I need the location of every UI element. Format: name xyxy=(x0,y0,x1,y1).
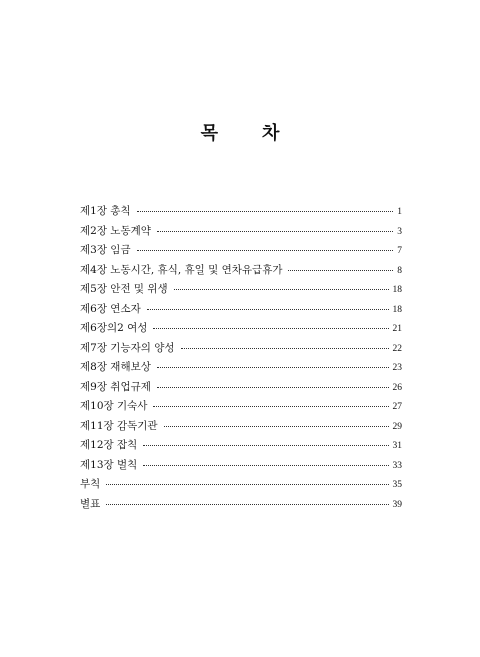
toc-dot-leader xyxy=(143,465,388,466)
toc-dot-leader xyxy=(106,484,388,485)
toc-entry-page-number: 18 xyxy=(392,285,402,295)
toc-dot-leader xyxy=(153,406,388,407)
toc-entry-page-number: 29 xyxy=(392,421,402,432)
toc-entry-label: 제3장 임금 xyxy=(80,244,131,256)
toc-entry-label: 제7장 기능자의 양성 xyxy=(80,341,175,354)
toc-entry xyxy=(80,340,402,360)
toc-entry-page-number: 27 xyxy=(392,402,402,412)
table-of-contents xyxy=(80,203,402,515)
toc-entry-label: 별표 xyxy=(80,497,101,510)
toc-dot-leader xyxy=(157,387,389,388)
toc-entry-page-number: 8 xyxy=(397,265,402,276)
toc-entry-label: 부칙 xyxy=(80,478,101,490)
page-title: 목차 xyxy=(200,123,324,144)
toc-entry xyxy=(80,320,402,340)
toc-entry-label: 제10장 기숙사 xyxy=(80,400,148,412)
toc-entry-label: 제6장의2 여성 xyxy=(80,322,148,334)
toc-dot-leader xyxy=(157,231,393,232)
toc-entry xyxy=(80,203,402,223)
toc-dot-leader xyxy=(137,211,394,212)
toc-entry xyxy=(80,437,402,457)
toc-entry-page-number: 1 xyxy=(397,207,402,217)
toc-dot-leader xyxy=(153,328,388,329)
toc-entry-page-number: 18 xyxy=(392,304,402,315)
toc-entry-page-number: 21 xyxy=(392,324,402,334)
toc-dot-leader xyxy=(143,445,388,446)
toc-entry-label: 제8장 재해보상 xyxy=(80,361,151,373)
toc-entry-page-number: 26 xyxy=(392,382,402,393)
toc-dot-leader xyxy=(106,504,388,505)
toc-dot-leader xyxy=(147,309,389,310)
toc-entry-label: 제6장 연소자 xyxy=(80,302,141,315)
toc-entry xyxy=(80,223,402,243)
toc-entry-label: 제1장 총칙 xyxy=(80,205,131,217)
toc-entry-label: 제9장 취업규제 xyxy=(80,380,151,393)
toc-entry-page-number: 39 xyxy=(392,499,402,510)
toc-entry-label: 제2장 노동계약 xyxy=(80,224,151,237)
toc-entry xyxy=(80,457,402,477)
toc-entry-label: 제11장 감독기관 xyxy=(80,419,158,432)
toc-dot-leader xyxy=(174,289,389,290)
toc-entry xyxy=(80,262,402,282)
toc-entry-label: 제5장 안전 및 위생 xyxy=(80,283,168,295)
toc-entry xyxy=(80,418,402,438)
toc-entry-page-number: 23 xyxy=(392,363,402,373)
toc-entry xyxy=(80,242,402,262)
toc-entry-page-number: 35 xyxy=(392,480,402,490)
toc-entry-page-number: 31 xyxy=(392,441,402,451)
toc-dot-leader xyxy=(181,348,389,349)
toc-entry xyxy=(80,281,402,301)
toc-dot-leader xyxy=(137,250,394,251)
toc-entry xyxy=(80,398,402,418)
toc-entry xyxy=(80,379,402,399)
toc-entry-page-number: 3 xyxy=(397,226,402,237)
toc-entry xyxy=(80,359,402,379)
toc-dot-leader xyxy=(157,367,389,368)
toc-entry-page-number: 22 xyxy=(392,343,402,354)
toc-dot-leader xyxy=(164,426,389,427)
toc-dot-leader xyxy=(288,270,393,271)
toc-entry xyxy=(80,496,402,516)
toc-entry xyxy=(80,301,402,321)
toc-entry-label: 제13장 벌칙 xyxy=(80,458,138,471)
toc-entry xyxy=(80,476,402,496)
toc-entry-page-number: 33 xyxy=(392,460,402,471)
toc-entry-label: 제4장 노동시간, 휴식, 휴일 및 연차유급휴가 xyxy=(80,263,283,276)
toc-entry-page-number: 7 xyxy=(397,246,402,256)
toc-entry-label: 제12장 잡칙 xyxy=(80,439,138,451)
